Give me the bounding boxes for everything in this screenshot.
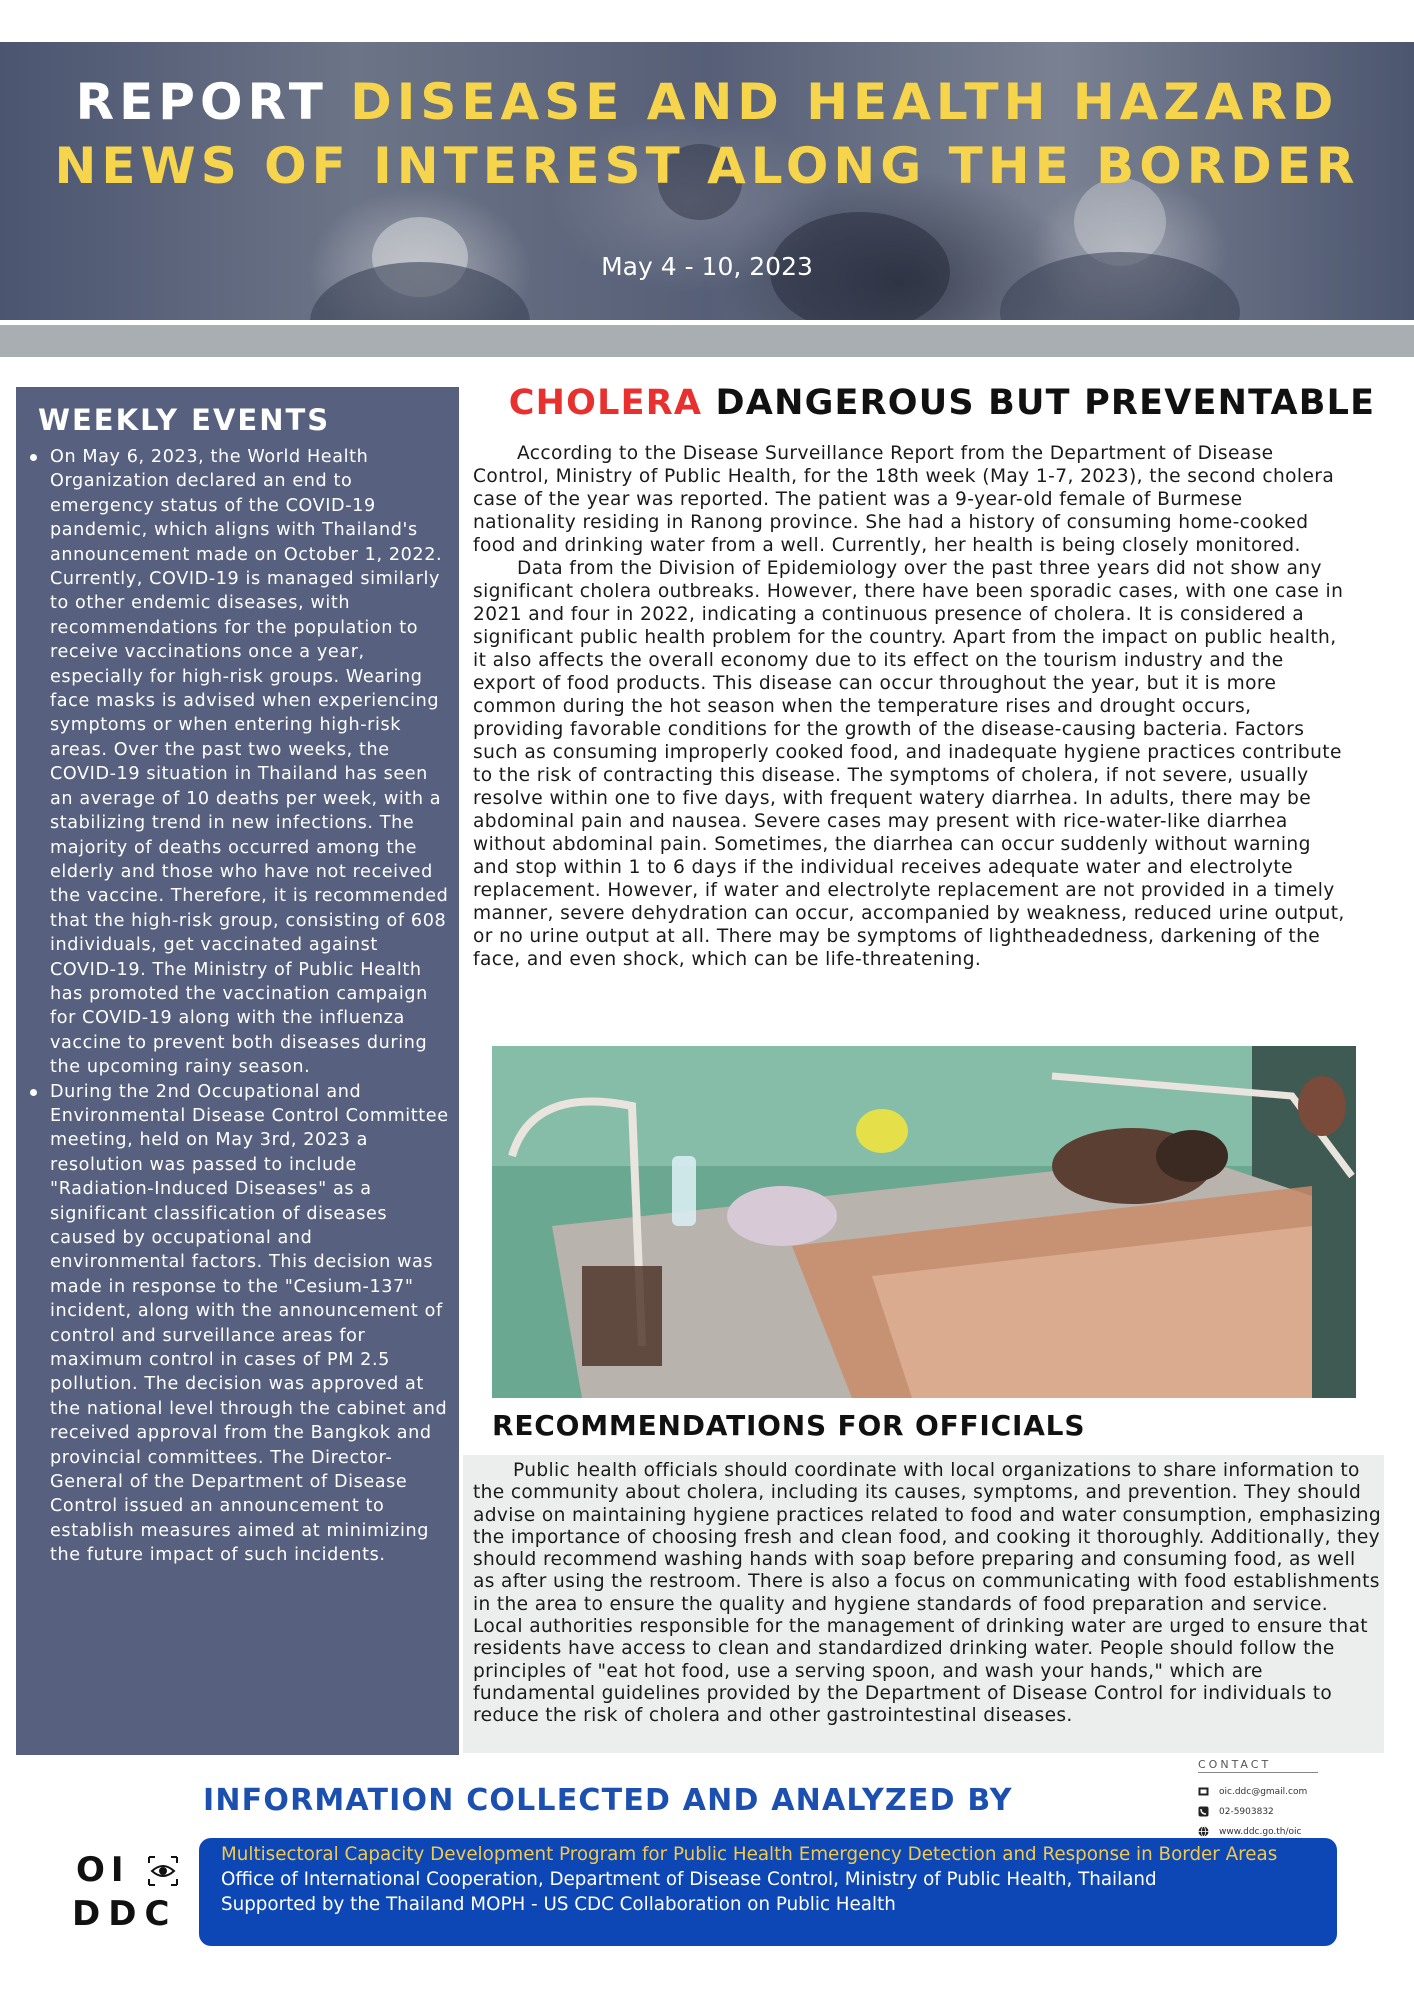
bullet-icon xyxy=(30,1089,37,1096)
contact-block xyxy=(1198,1758,1398,1837)
article-paragraph: According to the Disease Surveillance Report from the Department of Disease Control, Ministry of Public Health, for the 18th week (May 1-7, 2023), the second cholera case of the year was reported. The patient was a 9-year-old female of Burmese nationality residing in Ranong province. She had a history of consuming home-cooked food and drinking water from a well. Currently, her health is being closely monitored. xyxy=(473,443,1335,556)
patient-photo xyxy=(492,1046,1356,1398)
report-title-line1 xyxy=(0,70,1414,134)
event-text: During the 2nd Occupational and Environmental Disease Control Committee meeting, held on May 3rd, 2023 a resolution was passed to include "Radiation-Induced Diseases" as a significant classification of diseases caused by occupational and environmental factors. This decision was made in response to the "Cesium-137" incident, along with the announcement of control and surveillance areas for maximum control in cases of PM 2.5 pollution. The decision was approved at the national level through the cabinet and received approval from the Bangkok and provincial committees. The Director-General of the Department of Disease Control issued an announcement to establish measures aimed at minimizing the future impact of such incidents. xyxy=(50,1081,449,1566)
contact-label: CONTACT xyxy=(1198,1758,1272,1771)
eye-icon xyxy=(146,1854,180,1888)
contact-divider xyxy=(1198,1772,1318,1773)
header-divider xyxy=(0,325,1414,357)
list-item xyxy=(30,1080,450,1568)
contact-website[interactable] xyxy=(1198,1826,1302,1837)
headline-rest: DANGEROUS BUT PREVENTABLE xyxy=(702,383,1376,423)
support-note: Supported by the Thailand MOPH - US CDC Collaboration on Public Health xyxy=(221,1894,896,1915)
logo-ddc-text: DDC xyxy=(72,1894,178,1934)
contact-phone[interactable] xyxy=(1198,1806,1274,1817)
contact-email-text: oic.ddc@gmail.com xyxy=(1219,1786,1308,1797)
article-paragraph: Data from the Division of Epidemiology over the past three years did not show any significant cholera outbreaks. However, there have been sporadic cases, with one case in 2021 and four in 2022, indicating a continuous presence of cholera. It is considered a significant public health problem for the country. Apart from the impact on public health, it also affects the overall economy due to its effect on the tourism industry and the export of food products. This disease can occur throughout the year, but it is more common during the hot season when the temperature rises and drought occurs, providing favorable conditions for the growth of the disease-causing bacteria. Factors such as consuming improperly cooked food, and inadequate hygiene practices contribute to the risk of contracting this disease. The symptoms of cholera, if not severe, usually resolve within one to five days, with frequent watery diarrhea. In adults, there may be abdominal pain and nausea. Severe cases may present with rice-water-like diarrhea without abdominal pain. Sometimes, the diarrhea can occur suddenly without warning and stop within 1 to 6 days if the individual receives adequate water and electrolyte replacement. However, if water and electrolyte replacement are not provided in a timely manner, severe dehydration can occur, accompanied by weakness, reduced urine output, or no urine output at all. There may be symptoms of lightheadedness, darkening of the face, and even shock, which can be life-threatening. xyxy=(473,558,1345,970)
bullet-icon xyxy=(30,454,37,461)
header-banner xyxy=(0,42,1414,320)
program-name: Multisectoral Capacity Development Program for Public Health Emergency Detection and Response in Border Areas xyxy=(221,1844,1278,1865)
recommendations-body xyxy=(473,1460,1383,1728)
email-icon xyxy=(1198,1786,1209,1797)
recommendations-heading: RECOMMENDATIONS FOR OFFICIALS xyxy=(492,1409,1086,1442)
globe-icon xyxy=(1198,1826,1209,1837)
weekly-events-heading: WEEKLY EVENTS xyxy=(38,403,331,437)
hospital-bed-illustration xyxy=(492,1046,1356,1398)
office-name: Office of International Cooperation, Department of Disease Control, Ministry of Public Health, Thailand xyxy=(221,1869,1157,1890)
phone-icon xyxy=(1198,1806,1209,1817)
report-title-line2 xyxy=(0,134,1414,198)
weekly-events-list xyxy=(30,445,450,1568)
report-label: REPORT xyxy=(75,73,351,131)
logo-oi-text: OI xyxy=(76,1850,130,1890)
contact-email[interactable] xyxy=(1198,1786,1307,1797)
contact-website-text: www.ddc.go.th/oic xyxy=(1219,1826,1302,1837)
article-headline xyxy=(470,383,1414,423)
report-subtitle: NEWS OF INTEREST ALONG THE BORDER xyxy=(54,137,1360,195)
article-body xyxy=(473,442,1347,971)
weekly-events-panel xyxy=(16,387,459,1755)
recommendations-paragraph: Public health officials should coordinate with local organizations to share information to the community about cholera, including its causes, symptoms, and prevention. They should advise on maintaining hygiene practices related to food and water consumption, emphasizing the importance of choosing fresh and clean food, and cooking it thoroughly. Additionally, they should recommend washing hands with soap before preparing and consuming food, as well as after using the restroom. There is also a focus on communicating with food establishments in the area to ensure the quality and hygiene standards of food preparation and service. Local authorities responsible for the management of drinking water are urged to ensure that residents have access to clean and standardized drinking water. People should follow the principles of "eat hot food, use a serving spoon, and wash your hands," which are fundamental guidelines provided by the Department of Disease Control for individuals to reduce the risk of cholera and other gastrointestinal diseases. xyxy=(473,1460,1381,1727)
headline-keyword: CHOLERA xyxy=(508,383,703,423)
info-collected-heading: INFORMATION COLLECTED AND ANALYZED BY xyxy=(203,1783,1013,1818)
contact-phone-text: 02-5903832 xyxy=(1219,1806,1274,1817)
event-text: On May 6, 2023, the World Health Organization declared an end to emergency status of the COVID-19 pandemic, which aligns with Thailand's announcement made on October 1, 2022. Currently, COVID-19 is managed similarly to other endemic diseases, with recommendations for the population to receive vaccinations once a year, especially for high-risk groups. Wearing face masks is advised when experiencing symptoms or when entering high-risk areas. Over the past two weeks, the COVID-19 situation in Thailand has seen an average of 10 deaths per week, with a stabilizing trend in new infections. The majority of deaths occurred among the elderly and those who have not received the vaccine. Therefore, it is recommended that the high-risk group, consisting of 608 individuals, get vaccinated against COVID-19. The Ministry of Public Health has promoted the vaccination campaign for COVID-19 along with the influenza vaccine to prevent both diseases during the upcoming rainy season. xyxy=(50,447,449,1078)
report-title-yellow: DISEASE AND HEALTH HAZARD xyxy=(350,73,1339,131)
oi-ddc-logo xyxy=(72,1850,182,1940)
list-item xyxy=(30,445,450,1080)
date-range: May 4 - 10, 2023 xyxy=(601,252,813,281)
program-info-box xyxy=(199,1838,1337,1946)
